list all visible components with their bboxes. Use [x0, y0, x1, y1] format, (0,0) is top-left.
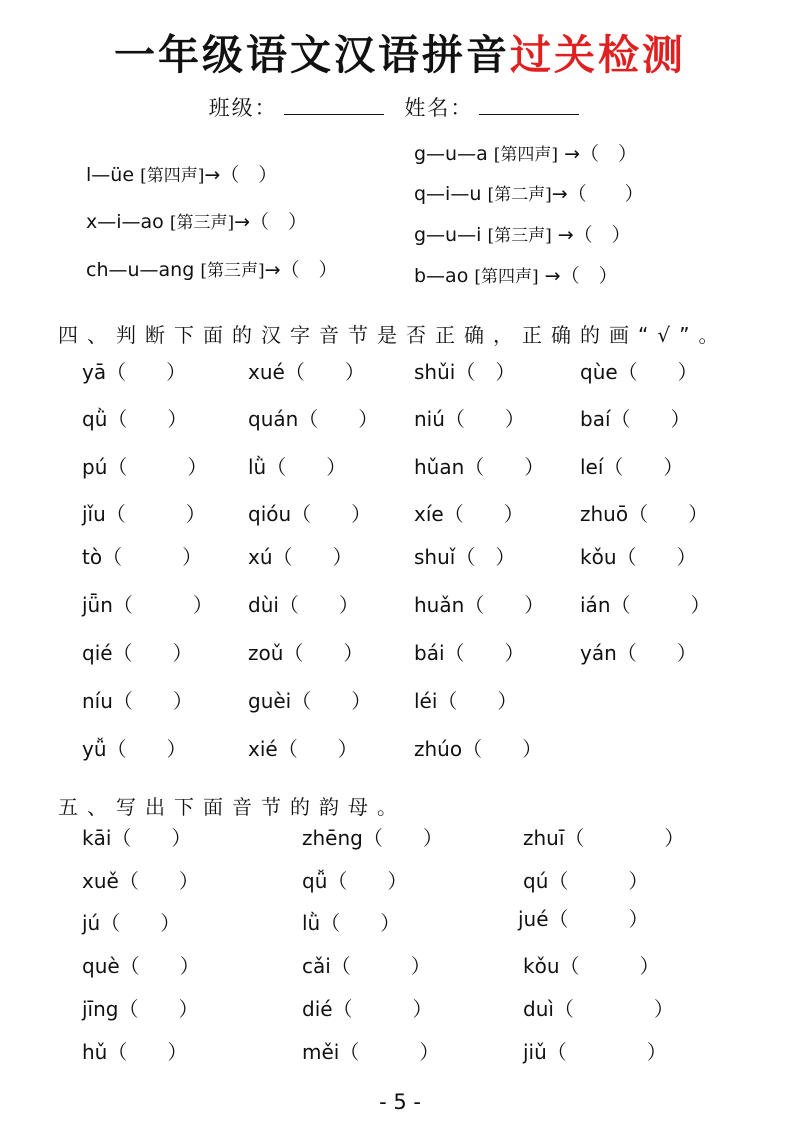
combo-syllable: l—üe: [86, 164, 135, 186]
class-label: 班级：: [208, 96, 278, 120]
judge-item[interactable]: léi（ ）: [414, 689, 518, 713]
combo-tone: [第三声]: [169, 213, 235, 233]
page-title: [0, 22, 800, 81]
student-info: [0, 92, 800, 122]
judge-item[interactable]: shuǐ（ ）: [414, 545, 516, 569]
final-item[interactable]: měi（ ）: [302, 1040, 440, 1064]
judge-item[interactable]: qióu（ ）: [248, 502, 372, 526]
combo-syllable: x—i—ao: [86, 211, 164, 233]
final-item[interactable]: hǔ（ ）: [82, 1040, 188, 1064]
judge-item[interactable]: qùe（ ）: [580, 360, 698, 384]
judge-item[interactable]: tò（ ）: [82, 545, 203, 569]
page-number: - 5 -: [379, 1090, 421, 1114]
combo-tone: [第三声]: [200, 261, 265, 281]
combo-answer[interactable]: →（ ）: [558, 143, 638, 165]
name-blank[interactable]: [479, 96, 579, 115]
combo-answer[interactable]: →（ ）: [551, 183, 644, 205]
judge-item[interactable]: qié（ ）: [82, 641, 193, 665]
judge-item[interactable]: zoǔ（ ）: [248, 641, 364, 665]
combo-tone: [第四声]: [493, 145, 559, 165]
final-item[interactable]: què（ ）: [82, 954, 200, 978]
combo-item: [86, 160, 277, 187]
judge-item[interactable]: pú（ ）: [82, 455, 208, 479]
judge-item[interactable]: yán（ ）: [580, 641, 697, 665]
judge-item[interactable]: zhuō（ ）: [580, 502, 709, 526]
combo-item: [86, 255, 338, 282]
judge-item[interactable]: hǔan（ ）: [414, 455, 545, 479]
judge-item[interactable]: lǜ（ ）: [248, 455, 347, 479]
judge-item[interactable]: jǐu（ ）: [82, 502, 206, 526]
judge-item[interactable]: xié（ ）: [248, 737, 358, 761]
final-item[interactable]: jué（ ）: [518, 907, 649, 931]
combo-item: [414, 139, 637, 166]
final-item[interactable]: jiǔ（ ）: [523, 1040, 667, 1064]
final-item[interactable]: cǎi（ ）: [302, 954, 431, 978]
final-item[interactable]: kǒu（ ）: [523, 954, 660, 978]
title-highlight: 过关检测: [510, 31, 686, 79]
final-item[interactable]: jīng（ ）: [82, 997, 199, 1021]
judge-item[interactable]: yǚ（ ）: [82, 737, 187, 761]
combo-answer[interactable]: →（ ）: [234, 211, 308, 233]
combo-item: [414, 261, 618, 288]
judge-item[interactable]: jǖn（ ）: [82, 593, 213, 617]
class-blank[interactable]: [284, 96, 384, 115]
final-item[interactable]: jú（ ）: [82, 911, 181, 935]
judge-item[interactable]: quán（ ）: [248, 407, 379, 431]
final-item[interactable]: qú（ ）: [523, 869, 649, 893]
combo-tone: [第四声]: [140, 166, 205, 186]
combo-syllable: g—u—a: [414, 143, 488, 165]
title-main: 一年级语文汉语拼音: [114, 31, 510, 79]
combo-syllable: ch—u—ang: [86, 259, 195, 281]
judge-item[interactable]: guèi（ ）: [248, 689, 372, 713]
judge-item[interactable]: dùi（ ）: [248, 593, 359, 617]
name-label: 姓名：: [404, 96, 474, 120]
judge-item[interactable]: qǜ（ ）: [82, 407, 188, 431]
final-item[interactable]: duì（ ）: [523, 997, 674, 1021]
combo-syllable: b—ao: [414, 265, 469, 287]
combo-answer[interactable]: →（ ）: [204, 164, 278, 186]
combo-syllable: g—u—i: [414, 224, 482, 246]
judge-item[interactable]: huǎn（ ）: [414, 593, 545, 617]
judge-item[interactable]: níu（ ）: [82, 689, 193, 713]
judge-item[interactable]: niú（ ）: [414, 407, 525, 431]
judge-item[interactable]: xué（ ）: [248, 360, 365, 384]
combo-answer[interactable]: →（ ）: [551, 224, 631, 246]
section-4-heading: 四、判断下面的汉字音节是否正确，正确的画“√”。: [58, 323, 728, 347]
final-item[interactable]: lǜ（ ）: [302, 911, 401, 935]
combo-item: [414, 179, 644, 206]
final-item[interactable]: zhuī（ ）: [523, 826, 685, 850]
combo-tone: [第二声]: [487, 185, 552, 205]
section-5-heading: 五、写出下面音节的韵母。: [58, 795, 406, 819]
final-item[interactable]: xuě（ ）: [82, 869, 199, 893]
combo-tone: [第三声]: [487, 226, 552, 246]
combo-item: [414, 220, 631, 247]
final-item[interactable]: kāi（ ）: [82, 826, 192, 850]
final-item[interactable]: dié（ ）: [302, 997, 433, 1021]
judge-item[interactable]: baí（ ）: [580, 407, 691, 431]
judge-item[interactable]: bái（ ）: [414, 641, 525, 665]
judge-item[interactable]: xú（ ）: [248, 545, 353, 569]
judge-item[interactable]: leí（ ）: [580, 455, 684, 479]
combo-syllable: q—i—u: [414, 183, 482, 205]
combo-tone: [第四声]: [474, 267, 539, 287]
judge-item[interactable]: zhúo（ ）: [414, 737, 543, 761]
judge-item[interactable]: kǒu（ ）: [580, 545, 697, 569]
judge-item[interactable]: yā（ ）: [82, 360, 187, 384]
combo-answer[interactable]: →（ ）: [538, 265, 618, 287]
combo-item: [86, 207, 307, 234]
judge-item[interactable]: xíe（ ）: [414, 502, 524, 526]
judge-item[interactable]: ián（ ）: [580, 593, 711, 617]
final-item[interactable]: zhēng（ ）: [302, 826, 443, 850]
combo-answer[interactable]: →（ ）: [264, 259, 338, 281]
judge-item[interactable]: shǔi（ ）: [414, 360, 516, 384]
final-item[interactable]: qǚ（ ）: [302, 869, 408, 893]
